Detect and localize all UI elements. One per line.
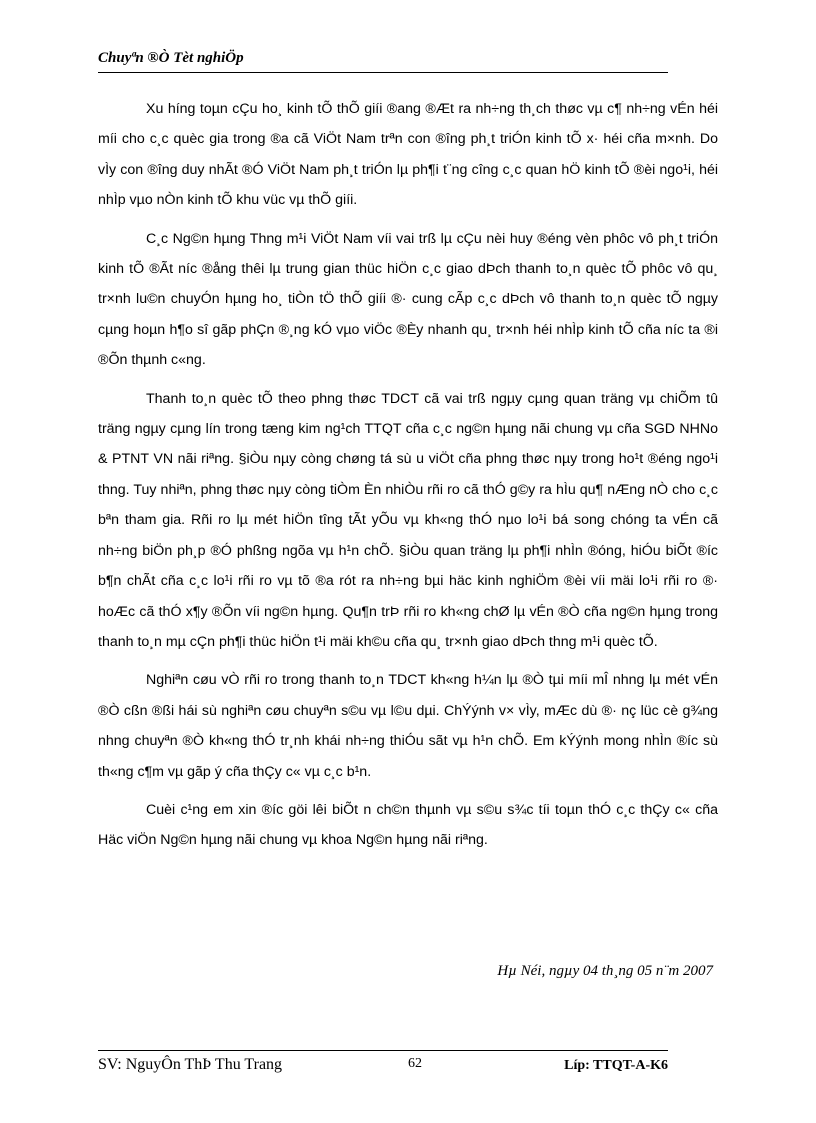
- paragraph-5: Cuèi c¹ng em xin ®íc göi lêi biÕt n ch©n thµnh vµ s©u s¾c tíi toµn thÓ c¸c thÇy c« cña Häc viÖn Ng©n hµng nãi chung vµ khoa Ng©n hµng nãi riªng.: [98, 801, 718, 849]
- header-title: Chuyªn ®Ò Tèt nghiÖp: [98, 50, 244, 66]
- footer-page-number: 62: [408, 1056, 422, 1071]
- date-line: Hµ Néi, ngµy 04 th¸ng 05 n¨m 2007: [497, 963, 713, 979]
- footer-student-name: SV: NguyÔn ThÞ Thu Trang: [98, 1056, 283, 1073]
- footer-divider: [98, 1050, 668, 1051]
- document-body: [98, 94, 718, 864]
- paragraph-2: C¸c Ng©n hµng Thng m¹i ViÖt Nam víi vai trß lµ cÇu nèi huy ®éng vèn phôc vô ph¸t triÓn kinh tÕ ®Ãt níc ®ång thêi lµ trung gian thüc hiÖn c¸c giao dÞch thanh to¸n quèc tÕ phôc vô qu¸ tr×nh lu©n chuyÓn hµng ho¸ tiÒn tÖ thÕ giíi ®· cung cÃp c¸c dÞch vô thanh to¸n quèc tÕ ngµy cµng hoµn h¶o sî gãp phÇn ®¸ng kÓ vµo viÖc ®Èy nhanh qu¸ tr×nh héi nhÌp kinh tÕ cña níc ta ®i ®Õn thµnh c«ng.: [98, 230, 718, 369]
- footer-class-label: Líp: TTQT-A-K6: [564, 1058, 668, 1073]
- paragraph-3: Thanh to¸n quèc tÕ theo phng thøc TDCT cã vai trß ngµy cµng quan träng vµ chiÕm tû träng ngµy cµng lín trong tæng kim ng¹ch TTQT cña c¸c ng©n hµng nãi chung vµ cña SGD NHNo & PTNT VN nãi riªng. §iÒu nµy còng chøng tá sù u viÖt cña phng thøc nµy trong ho¹t ®éng ngo¹i thng. Tuy nhiªn, phng thøc nµy còng tiÒm Èn nhiÒu rñi ro cã thÓ g©y ra hÌu qu¶ nÆng nÒ cho c¸c bªn tham gia. Rñi ro lµ mét hiÖn tîng tÃt yÕu vµ kh«ng thÓ nµo lo¹i bá song chóng ta vÉn cã nh÷ng biÖn ph¸p ®Ó phßng ngõa vµ h¹n chÕ. §iÒu quan träng lµ ph¶i nhÌn ®óng, hiÓu biÕt ®íc b¶n chÃt cña c¸c lo¹i rñi ro vµ tõ ®a rót ra nh÷ng bµi häc kinh nghiÖm ®èi víi mäi lo¹i rñi ro ®· hoÆc cã thÓ x¶y ®Õn víi ng©n hµng. Qu¶n trÞ rñi ro kh«ng chØ lµ vÉn ®Ò cña ng©n hµng trong thanh to¸n mµ cÇn ph¶i thüc hiÖn t¹i mäi kh©u cña qu¸ tr×nh giao dÞch thng m¹i quèc tÕ.: [98, 390, 718, 650]
- paragraph-1: Xu híng toµn cÇu ho¸ kinh tÕ thÕ giíi ®ang ®Æt ra nh÷ng th¸ch thøc vµ c¶ nh÷ng vÉn héi míi cho c¸c quèc gia trong ®a cã ViÖt Nam trªn con ®îng ph¸t triÓn kinh tÕ x· héi cña m×nh. Do vÌy con ®îng duy nhÃt ®Ó ViÖt Nam ph¸t triÓn lµ ph¶i t¨ng cîng c¸c quan hÖ kinh tÕ ®èi ngo¹i, héi nhÌp vµo nÒn kinh tÕ khu vüc vµ thÕ giíi.: [98, 101, 718, 209]
- paragraph-4: Nghiªn cøu vÒ rñi ro trong thanh to¸n TDCT kh«ng h¼n lµ ®Ò tµi míi mÎ nhng lµ mét vÉn ®Ò cßn ®ßi hái sù nghiªn cøu chuyªn s©u vµ l©u dµi. ChÝýnh v× vÌy, mÆc dù ®· nç lüc cè g¾ng nhng chuyªn ®Ò kh«ng thÓ tr¸nh khái nh÷ng thiÓu sãt vµ h¹n chÕ. Em kÝýnh mong nhÌn ®íc sù th«ng c¶m vµ gãp ý cña thÇy c« vµ c¸c b¹n.: [98, 672, 718, 780]
- header-divider: [98, 72, 668, 73]
